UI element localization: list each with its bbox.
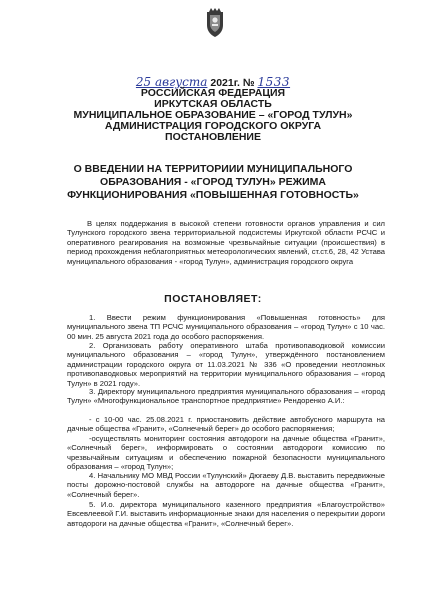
decree-year: 2021г. № (210, 77, 255, 89)
preamble-paragraph: В целях поддержания в высокой степени готовности органов управления и сил Тулунского городского звена территориальной подсистемы Иркутской области РСЧС и оперативного реагирования на возможные чрезвычайные ситуации (происшествия) в период прохождения неблагоприятных метеорологических явлений, ст.ст.6, 28, 42 Устава муниципального образования - «город Тулун», администрация городского округа (67, 219, 385, 266)
header-administration: АДМИНИСТРАЦИЯ ГОРОДСКОГО ОКРУГА (104, 120, 322, 132)
decree-item-5: 5. И.о. директора муниципального казенного предприятия «Благоустройство» Евсевлеевой Г.И. выставить информационные знаки для населения о перекрытии дороги автодороги на дачные общества «Гранит», «Солнечный берег». (67, 500, 386, 528)
decree-item-3: 3. Директору муниципального предприятия муниципального образования – «город Тулун» «Многофункциональное транспортное предприятие» Рендоренко А.И.: (67, 387, 385, 406)
decree-item-3-sub-1: - с 10-00 час. 25.08.2021 г. приостановить действие автобусного маршрута на дачные общества «Гранит», «Солнечный берег» до особого распоряжения; (67, 415, 385, 434)
title-line-2: ОБРАЗОВАНИЯ - «ГОРОД ТУЛУН» РЕЖИМА (100, 176, 326, 188)
handwritten-number: 1533 (257, 75, 291, 89)
header-doc-type: ПОСТАНОВЛЕНИЕ (165, 131, 261, 143)
handwritten-date: 25 августа (135, 75, 208, 89)
title-line-3: ФУНКЦИОНИРОВАНИЯ «ПОВЫШЕННАЯ ГОТОВНОСТЬ» (67, 189, 359, 201)
coat-of-arms-icon (204, 8, 226, 38)
decree-item-4: 4. Начальнику МО МВД России «Тулунский» Дюгаеву Д.В. выставить передвижные посты дорожно-постовой службы на автодороге на дачные общества «Гранит», «Солнечный берег». (67, 471, 385, 499)
decree-item-3-sub-2: -осуществлять мониторинг состояния автодороги на дачные общества «Гранит», «Солнечный берег», информировать о состоянии автодороги комиссию по чрезвычайным ситуациям и обеспечению пожарной безопасности муниципального образования – «город Тулун»; (67, 434, 385, 472)
decree-item-1: 1. Ввести режим функционирования «Повышенная готовность» для муниципального звена ТП РСЧС муниципального образования – «город Тулун» с 10 час. 00 мин. 25 августа 2021 года до особого распоряжения. (67, 313, 385, 341)
title-line-1: О ВВЕДЕНИИ НА ТЕРРИТОРИИИ МУНИЦИПАЛЬНОГО (73, 163, 353, 175)
decree-item-2: 2. Организовать работу оперативного штаба противопаводковой комиссии муниципального образования – «город Тулун», утверждённого постановлением администрации городского округа от 11.03.2021 № 336 «О проведении неотложных противопаводковых мероприятий на территории муниципального образования – «город Тулун» в 2021 году». (67, 341, 385, 388)
header-region: ИРКУТСКАЯ ОБЛАСТЬ (154, 98, 272, 110)
decree-word: ПОСТАНОВЛЯЕТ: (164, 293, 262, 305)
header-country: РОССИЙСКАЯ ФЕДЕРАЦИЯ (140, 87, 286, 99)
header-municipality: МУНИЦИПАЛЬНОЕ ОБРАЗОВАНИЕ – «ГОРОД ТУЛУН» (73, 109, 353, 121)
